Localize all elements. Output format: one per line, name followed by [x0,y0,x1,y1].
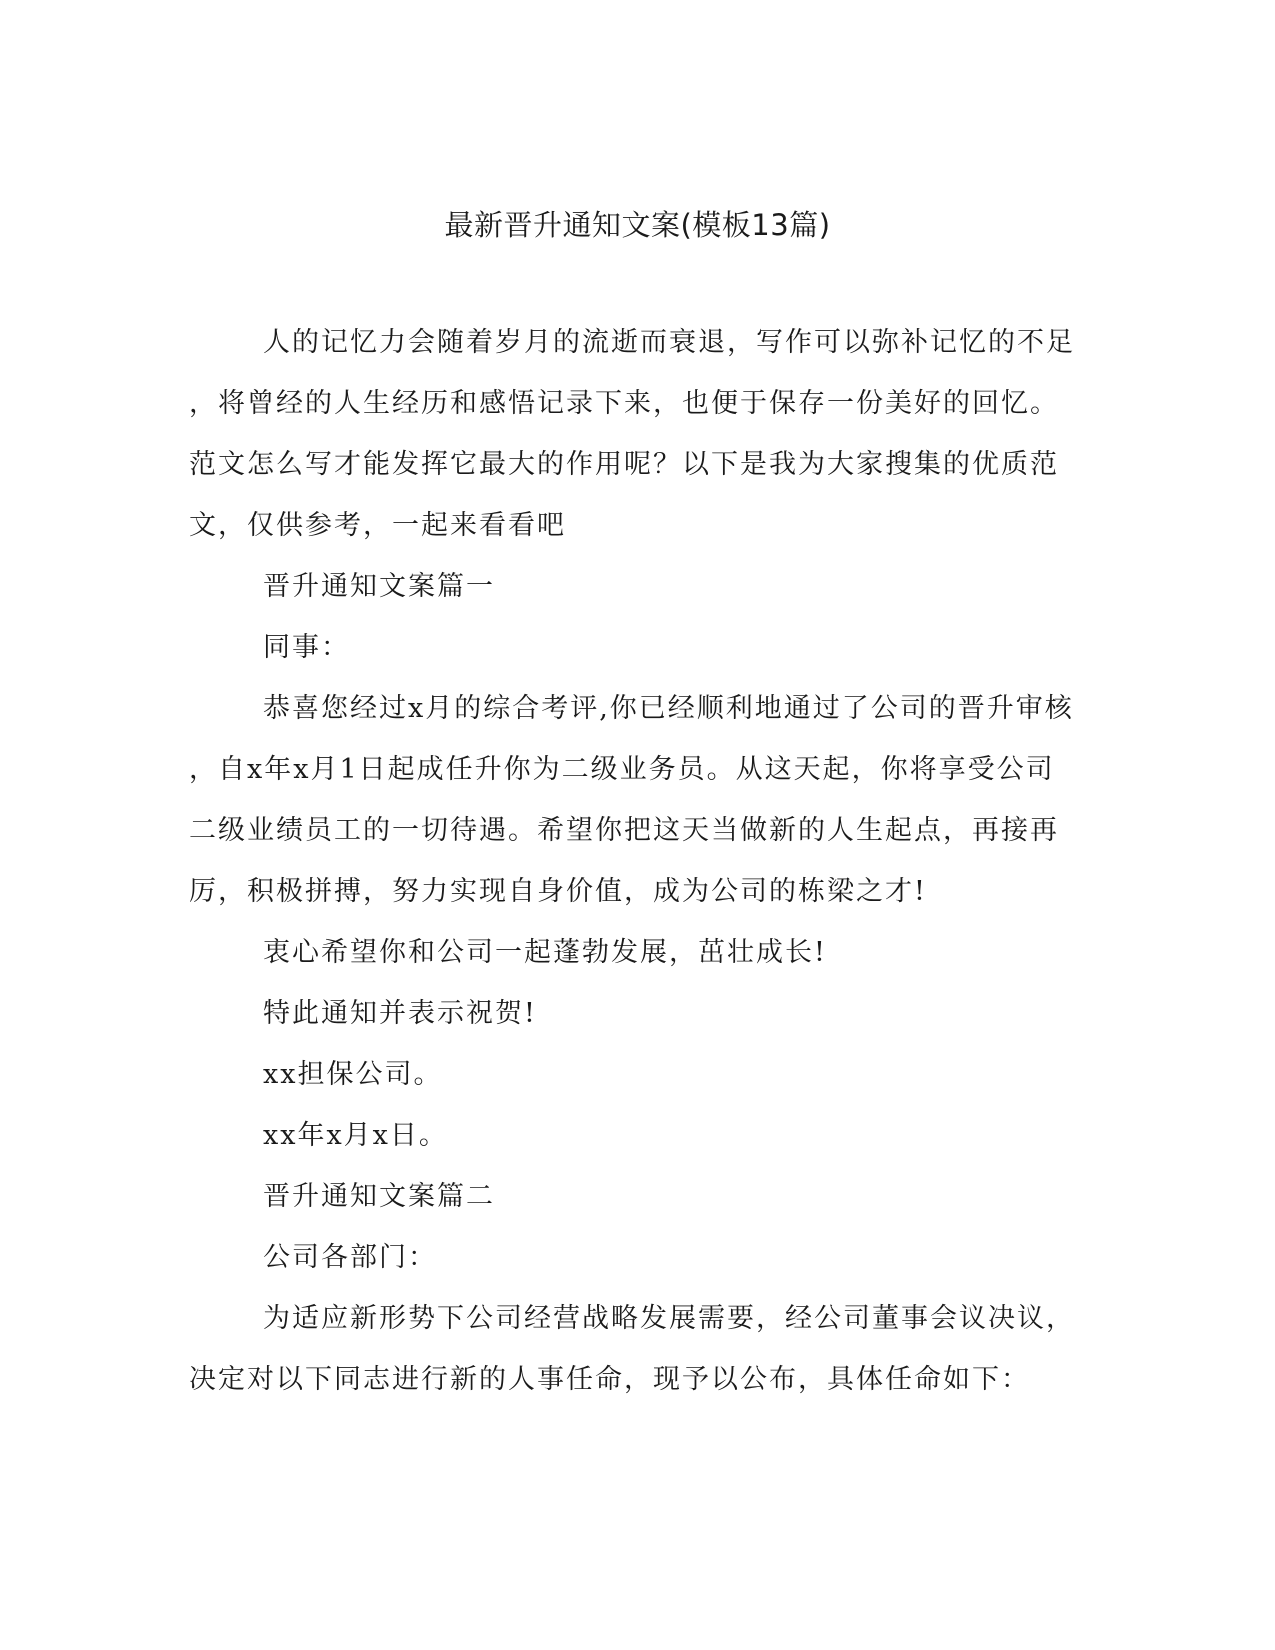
paragraph-line: ，将曾经的人生经历和感悟记录下来，也便于保存一份美好的回忆。 [189,388,1059,419]
paragraph-line: 为适应新形势下公司经营战略发展需要，经公司董事会议决议， [263,1303,1075,1334]
paragraph-line: 厉，积极拼搏，努力实现自身价值，成为公司的栋梁之才! [189,876,927,907]
paragraph-line: 恭喜您经过x月的综合考评,你已经顺利地通过了公司的晋升审核 [263,693,1074,724]
paragraph-line: 人的记忆力会随着岁月的流逝而衰退，写作可以弥补记忆的不足 [263,327,1075,358]
paragraph-line: 特此通知并表示祝贺! [263,998,537,1029]
section-heading: 晋升通知文案篇二 [263,1181,495,1212]
paragraph-line: 范文怎么写才能发挥它最大的作用呢？以下是我为大家搜集的优质范 [189,449,1059,480]
document-body [189,323,1089,1421]
salutation: 公司各部门： [263,1242,437,1273]
salutation: 同事： [263,632,350,663]
paragraph-line: 决定对以下同志进行新的人事任命，现予以公布，具体任命如下： [189,1364,1030,1395]
signature-date: xx年x月x日。 [263,1120,448,1151]
paragraph-line: ，自x年x月1日起成任升你为二级业务员。从这天起，你将享受公司 [189,754,1055,785]
signature-company: xx担保公司。 [263,1059,443,1090]
section-heading: 晋升通知文案篇一 [263,571,495,602]
paragraph-line: 文，仅供参考，一起来看看吧 [189,510,566,541]
document-title: 最新晋升通知文案(模板13篇) [444,208,831,242]
paragraph-line: 二级业绩员工的一切待遇。希望你把这天当做新的人生起点，再接再 [189,815,1059,846]
paragraph-line: 衷心希望你和公司一起蓬勃发展，茁壮成长! [263,937,827,968]
